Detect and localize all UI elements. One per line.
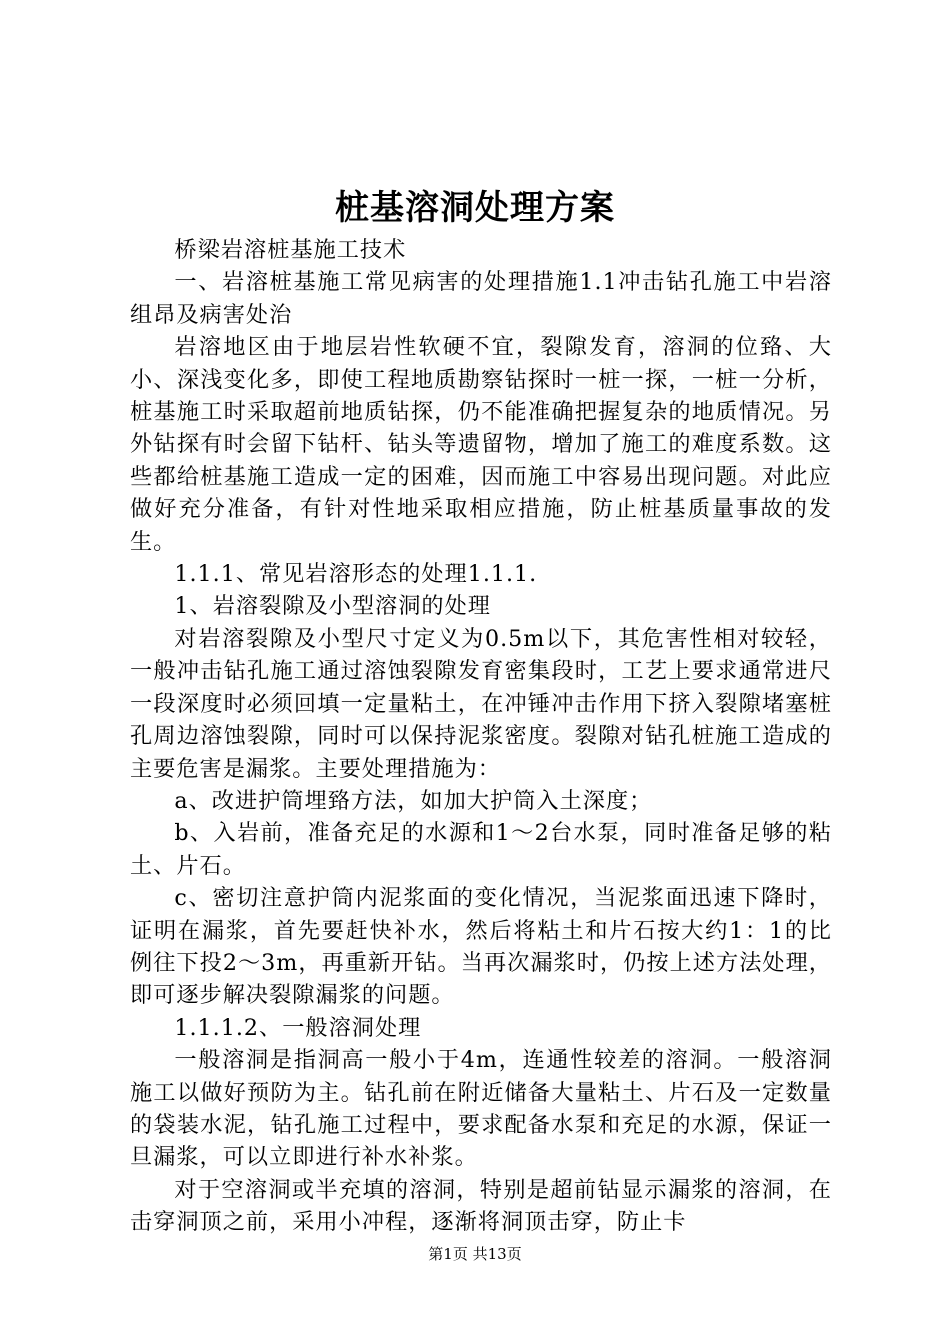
document-title: 桩基溶洞处理方案 <box>335 188 615 228</box>
paragraph: 对岩溶裂隙及小型尺寸定义为0.5m以下，其危害性相对较轻，一般冲击钻孔施工通过溶蚀裂隙发育密集段时，工艺上要求通常进尺一段深度时必须回填一定量粘土，在冲锤冲击作用下挤入裂隙堵塞桩孔周边溶蚀裂隙，同时可以保持泥浆密度。裂隙对钻孔桩施工造成的主要危害是漏浆。主要处理措施为： <box>130 625 832 782</box>
paragraph: c、密切注意护筒内泥浆面的变化情况，当泥浆面迅速下降时，证明在漏浆，首先要赶快补水，然后将粘土和片石按大约1：1的比例往下投2～3m，再重新开钻。当再次漏浆时，仍按上述方法处理，即可逐步解决裂隙漏浆的问题。 <box>130 885 832 1009</box>
paragraph: 岩溶地区由于地层岩性软硬不宜，裂隙发育，溶洞的位臵、大小、深浅变化多，即使工程地质勘察钻探时一桩一探，一桩一分析，桩基施工时采取超前地质钻探，仍不能准确把握复杂的地质情况。另外钻探有时会留下钻杆、钻头等遗留物，增加了施工的难度系数。这些都给桩基施工造成一定的困难，因而施工中容易出现问题。对此应做好充分准备，有针对性地采取相应措施，防止桩基质量事故的发生。 <box>130 334 832 555</box>
document-body <box>130 234 832 1239</box>
paragraph: a、改进护筒埋臵方法，如加大护筒入土深度； <box>174 787 653 814</box>
page-footer: 第1页 共13页 <box>428 1245 522 1263</box>
paragraph: 桥梁岩溶桩基施工技术 <box>174 237 407 263</box>
paragraph: 1.1.1.2、一般溶洞处理 <box>174 1014 422 1041</box>
paragraph: 1、岩溶裂隙及小型溶洞的处理 <box>174 593 491 620</box>
paragraph: 一、岩溶桩基施工常见病害的处理措施1.1冲击钻孔施工中岩溶组昂及病害处治 <box>130 269 832 328</box>
paragraph: b、入岩前，准备充足的水源和1～2台水泵，同时准备足够的粘土、片石。 <box>130 820 832 879</box>
paragraph: 对于空溶洞或半充填的溶洞，特别是超前钻显示漏浆的溶洞，在击穿洞顶之前，采用小冲程，逐渐将洞顶击穿，防止卡 <box>130 1176 832 1236</box>
paragraph: 1.1.1、常见岩溶形态的处理1.1.1. <box>174 561 538 588</box>
paragraph: 一般溶洞是指洞高一般小于4m，连通性较差的溶洞。一般溶洞施工以做好预防为主。钻孔前在附近储备大量粘土、片石及一定数量的袋装水泥，钻孔施工过程中，要求配备水泵和充足的水源，保证一旦漏浆，可以立即进行补水补浆。 <box>130 1047 832 1171</box>
